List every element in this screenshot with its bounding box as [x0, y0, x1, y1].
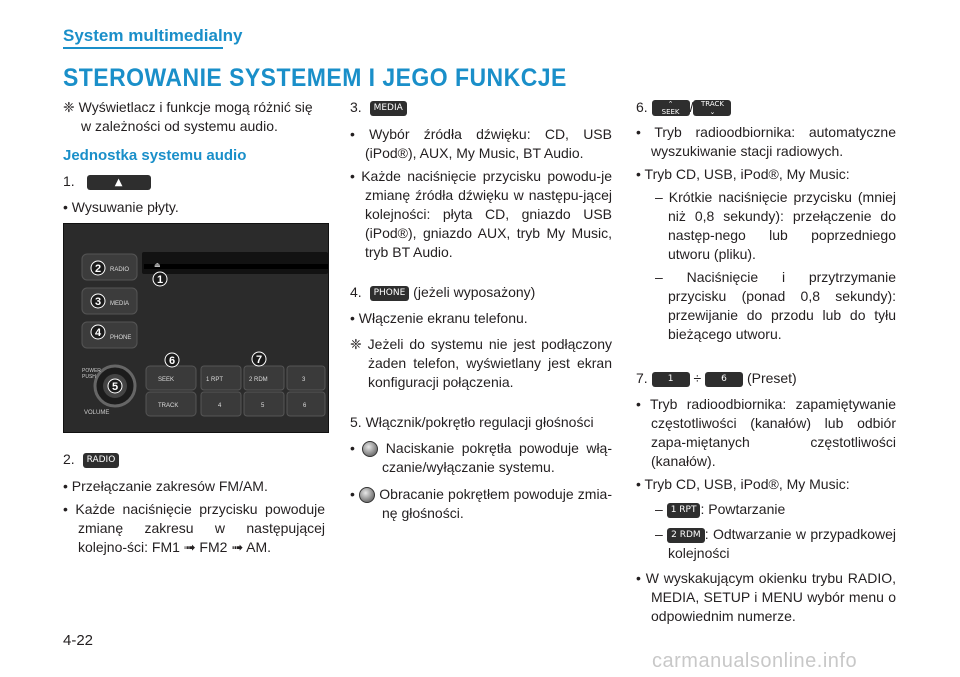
callout-3: 3: [94, 296, 102, 308]
item-6-dash-2: – Naciśnięcie i przytrzymanie przycisku (ponad 0,8 sekundy): przewijanie do przodu lub do tyłu bieżącego utworu.: [655, 269, 896, 342]
item-5: 5. Włącznik/pokrętło regulacji głośności: [350, 414, 594, 430]
push-label: PUSH: [82, 374, 96, 380]
track-key-icon: TRACK ⌄: [693, 100, 731, 116]
item-2: 2. RADIO: [63, 450, 325, 469]
callout-5: 5: [111, 381, 119, 393]
item-3-bullet-1: • Wybór źródła dźwięku: CD, USB (iPod®), AUX, My Music, BT Audio.: [350, 126, 612, 161]
item-7-dash-2: – 2 RDM : Odtwarzanie w przypadkowej kolejności: [655, 526, 896, 561]
item-6-dash-1: – Krótkie naciśnięcie przycisku (mniej niż 0,8 sekundy): przełączenie do następ-nego lub poprzedniego utworu (pliku).: [655, 189, 896, 262]
phone-key-icon: PHONE: [370, 286, 410, 301]
preset-4-label: 4: [218, 403, 222, 409]
callout-1: 1: [156, 274, 164, 286]
column-1-lower: [63, 450, 325, 557]
item-4-note: ❈ Jeżeli do systemu nie jest podłączony żaden telefon, wyświetlany jest ekran konfiguracji połączenia.: [350, 336, 613, 390]
callout-6: 6: [168, 355, 176, 367]
item-3: 3. MEDIA: [350, 98, 612, 117]
subheading-audio-unit: Jednostka systemu audio: [63, 147, 247, 164]
section-header: System multimedialny: [63, 26, 243, 45]
track-label: TRACK: [158, 403, 179, 409]
item-7: 7. 1 ÷ 6 (Preset): [636, 370, 797, 386]
seek-key-icon: ⌃ SEEK: [652, 100, 690, 116]
item-5-bullet-1: • Naciskanie pokrętła powoduje włą-czanie/wyłączanie systemu.: [350, 440, 613, 475]
seek-label: SEEK: [158, 377, 175, 383]
item-6-bullet-2: • Tryb CD, USB, iPod®, My Music:: [636, 166, 850, 182]
volume-knob-icon: [362, 441, 378, 457]
page-number: 4-22: [63, 632, 94, 649]
power-label: POWER: [82, 368, 101, 374]
rpt-key-icon: 1 RPT: [667, 503, 701, 518]
column-1: [63, 98, 325, 217]
eject-key-icon: ▲: [87, 175, 151, 190]
rdm-key-icon: 2 RDM: [667, 528, 705, 543]
note-icon: ❈: [350, 336, 368, 352]
callout-7: 7: [255, 354, 263, 366]
media-label: MEDIA: [110, 301, 130, 307]
media-key-icon: MEDIA: [370, 101, 407, 116]
phone-label: PHONE: [110, 335, 132, 341]
volume-label: VOLUME: [84, 410, 110, 416]
preset-5-label: 5: [261, 403, 265, 409]
item-5-bullet-2: • Obracanie pokrętłem powoduje zmia-nę głośności.: [350, 486, 613, 521]
item-7-bullet-3: • W wyskakującym okienku trybu RADIO, MEDIA, SETUP i MENU wybór menu o odpowiednim numerze.: [636, 570, 897, 624]
item-3-bullet-2: • Każde naciśnięcie przycisku powodu-je zmianę źródła dźwięku w następu-jącej kolejności: płyta CD, gniazdo USB (iPod®), gniazdo AUX, tryb My Music, tryb BT Audio.: [350, 168, 612, 260]
svg-text:⏏: ⏏: [154, 262, 161, 269]
note-icon: ❈: [63, 99, 79, 115]
radio-key-icon: RADIO: [83, 453, 120, 468]
column-2: [350, 98, 612, 523]
callout-4: 4: [94, 327, 102, 339]
page-title: STEROWANIE SYSTEMEM I JEGO FUNKCJE: [63, 64, 567, 92]
item-7-bullet-1: • Tryb radioodbiornika: zapamiętywanie częstotliwości (kanałów) lub odbiór zapa-miętanych częstotliwości (kanałów).: [636, 396, 896, 469]
column-3: [636, 98, 896, 626]
preset-6-label: 6: [303, 403, 307, 409]
item-2-bullet-1: • Przełączanie zakresów FM/AM.: [63, 478, 268, 494]
item-1-bullet: • Wysuwanie płyty.: [63, 199, 179, 215]
preset-1-key-icon: 1: [652, 372, 690, 387]
radio-unit-drawing: [64, 224, 328, 432]
item-6: 6. ⌃ SEEK / TRACK ⌄: [636, 98, 896, 117]
item-2-bullet-2: • Każde naciśnięcie przycisku powoduje zmianę zakresu w następującej kolejno-ści: FM1 ➟ FM2 ➟ AM.: [63, 501, 325, 555]
header-rule: [63, 47, 223, 49]
callout-2: 2: [94, 263, 102, 275]
preset-2-label: 2 RDM: [249, 377, 268, 383]
preset-6-key-icon: 6: [705, 372, 743, 387]
item-6-bullet-1: • Tryb radioodbiornika: automatyczne wyszukiwanie stacji radiowych.: [636, 124, 896, 159]
item-7-dash-1: – 1 RPT : Powtarzanie: [655, 501, 786, 517]
item-4: 4. PHONE (jeżeli wyposażony): [350, 284, 536, 300]
volume-knob-icon: [359, 487, 375, 503]
preset-3-label: 3: [302, 377, 306, 383]
item-7-bullet-2: • Tryb CD, USB, iPod®, My Music:: [636, 476, 850, 492]
item-1: 1. ▲: [63, 172, 325, 191]
item-4-bullet: • Włączenie ekranu telefonu.: [350, 310, 528, 326]
note-display: ❈ Wyświetlacz i funkcje mogą różnić się w zależności od systemu audio.: [63, 99, 313, 134]
preset-1-label: 1 RPT: [206, 377, 224, 383]
radio-unit-image: [63, 223, 329, 433]
watermark: carmanualsonline.info: [652, 650, 858, 672]
radio-label: RADIO: [110, 267, 130, 273]
